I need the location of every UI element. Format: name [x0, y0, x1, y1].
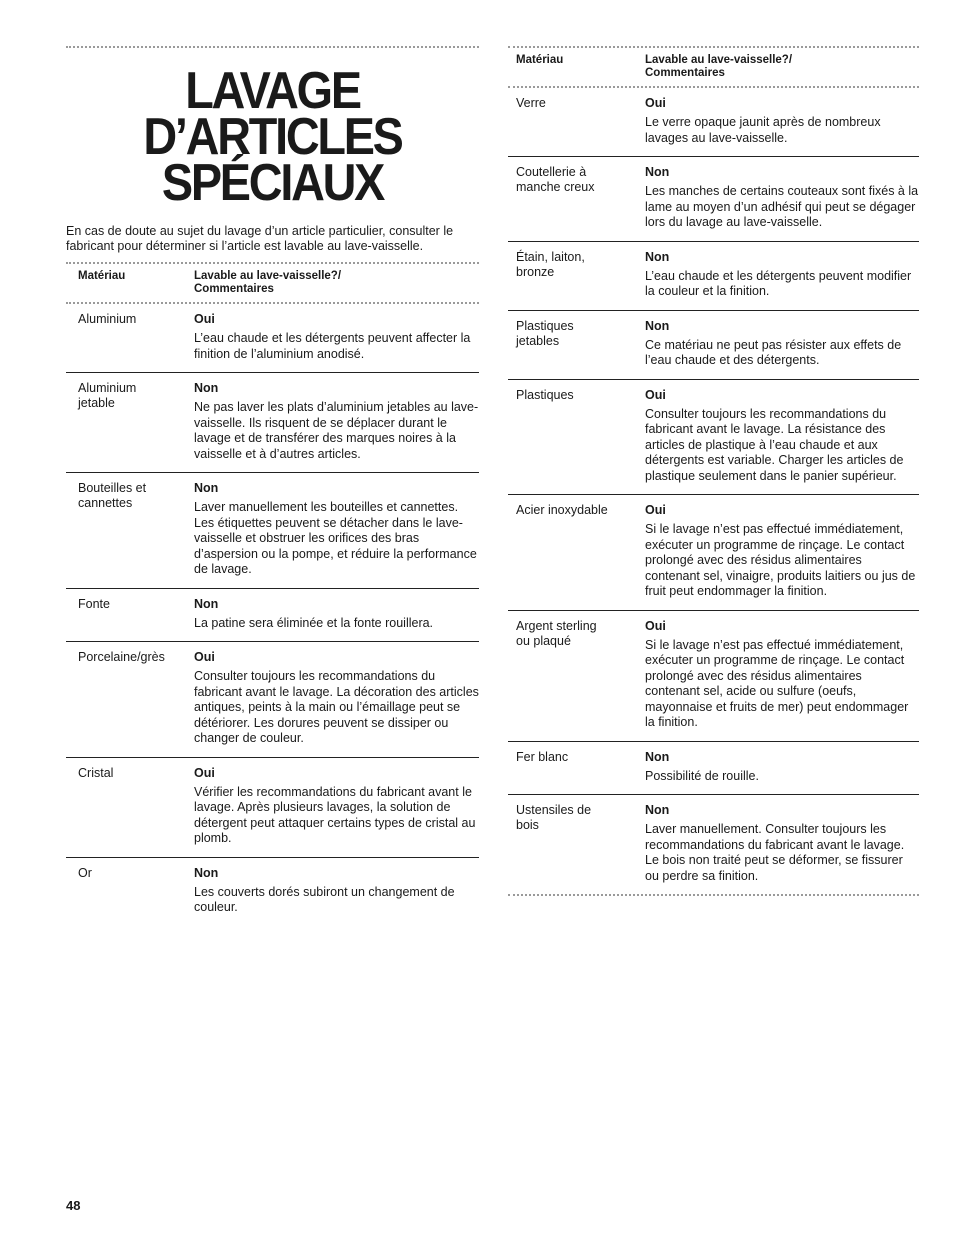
washable-cell: [194, 650, 479, 747]
right-table: [508, 88, 919, 894]
comment-text: Les couverts dorés subiront un changement de couleur.: [194, 884, 455, 914]
comment-text: L’eau chaude et les détergents peuvent affecter la finition de l’aluminium anodisé.: [194, 331, 471, 361]
comment-text: Ce matériau ne peut pas résister aux effets de l’eau chaude et des détergents.: [645, 337, 902, 367]
comment-text: Laver manuellement les bouteilles et cannettes. Les étiquettes peuvent se détacher dans le lave-vaisselle et obstruer les orifices des bras d’aspersion ou la pompe, et réduire la performance de lavage.: [194, 500, 477, 576]
washable-answer: Oui: [645, 96, 666, 110]
material-cell: Verre: [516, 96, 546, 110]
header-material: Matériau: [516, 54, 564, 66]
material-cell: Acier inoxydable: [516, 503, 608, 517]
washable-answer: Non: [645, 165, 670, 179]
material-cell: Coutellerie à manche creux: [516, 165, 595, 194]
washable-cell: [645, 750, 919, 785]
comment-text: Si le lavage n’est pas effectué immédiatement, exécuter un programme de rinçage. Le contact prolongé avec des résidus alimentaires contenant sel, vinaigre, produits laitiers ou jus de fruit peut endommager la finition.: [645, 522, 916, 598]
washable-cell: [645, 250, 919, 300]
title-line-1: LAVAGE D’ARTICLES: [143, 62, 402, 166]
table-row: [508, 88, 919, 156]
material-cell: Argent sterling ou plaqué: [516, 618, 597, 648]
table-row: [66, 472, 479, 588]
material-cell: Cristal: [78, 765, 114, 780]
right-column: [508, 46, 919, 896]
washable-answer: Oui: [645, 503, 666, 517]
washable-answer: Non: [645, 803, 670, 817]
comment-text: Ne pas laver les plats d’aluminium jetables au lave-vaisselle. Ils risquent de se déplacer durant le lavage et de transférer des marques noires à la vaisselle et à d’autres articles.: [194, 400, 479, 461]
washable-cell: [194, 766, 479, 847]
table-row: [508, 610, 919, 741]
header-washable-line-2: Commentaires: [194, 283, 274, 295]
material-cell: Ustensiles de bois: [516, 803, 592, 832]
left-table: [66, 304, 479, 926]
left-column: [66, 46, 479, 926]
right-table-header: [508, 48, 919, 86]
header-washable: [194, 270, 479, 296]
washable-cell: [194, 481, 479, 578]
comment-text: Les manches de certains couteaux sont fixés à la lame au moyen d’un adhésif qui peut se dégager lors du lavage au lave-vaisselle.: [645, 184, 919, 229]
washable-answer: Non: [194, 865, 219, 880]
comment-text: Consulter toujours les recommandations du fabricant avant le lavage. La décoration des articles antiques, peints à la main ou l’émaillage peut se détériorer. Les dorures peuvent se dissiper ou changer de couleur.: [194, 669, 479, 745]
page-number: 48: [66, 1198, 81, 1213]
material-cell: Aluminium: [78, 312, 137, 326]
page-title: [87, 62, 459, 212]
table-row: [508, 494, 919, 610]
washable-cell: [194, 312, 479, 362]
comment-text: Si le lavage n’est pas effectué immédiatement, exécuter un programme de rinçage. Le contact prolongé avec des résidus alimentaires contenant sel, acide ou sulfure (oeufs, mayonnaise et fruits de mer) peut endommager la finition.: [645, 637, 909, 729]
table-row: [508, 379, 919, 495]
material-cell: Bouteilles et cannettes: [78, 481, 147, 510]
material-cell: Or: [78, 865, 92, 880]
washable-answer: Non: [194, 381, 219, 395]
comment-text: Possibilité de rouille.: [645, 768, 759, 783]
material-cell: Aluminium jetable: [78, 381, 137, 410]
washable-cell: [194, 381, 479, 462]
comment-text: Laver manuellement. Consulter toujours les recommandations du fabricant avant le lavage. Le bois non traité peut se déformer, se fissurer ou perdre sa finition.: [645, 822, 905, 883]
washable-cell: [645, 619, 919, 731]
washable-answer: Non: [645, 749, 670, 764]
table-row: [66, 588, 479, 642]
title-line-2: SPÉCIAUX: [161, 154, 384, 212]
header-washable-line-1: Lavable au lave-vaisselle?/: [194, 270, 342, 282]
washable-answer: Oui: [194, 312, 215, 326]
washable-cell: [645, 503, 919, 600]
comment-text: Le verre opaque jaunit après de nombreux lavages au lave-vaisselle.: [645, 115, 881, 145]
washable-cell: [645, 96, 919, 146]
material-cell: Plastiques jetables: [516, 318, 574, 348]
washable-cell: [645, 319, 919, 369]
intro-paragraph: En cas de doute au sujet du lavage d’un article particulier, consulter le fabricant pour déterminer si l’article est lavable au lave-vaisselle.: [66, 224, 454, 253]
table-row: [508, 794, 919, 894]
table-row: [66, 857, 479, 926]
washable-answer: Oui: [194, 650, 215, 664]
washable-answer: Oui: [194, 765, 215, 780]
washable-cell: [645, 803, 919, 884]
table-row: [66, 372, 479, 472]
right-bottom-divider: [508, 894, 919, 896]
comment-text: Vérifier les recommandations du fabricant avant le lavage. Après plusieurs lavages, la solution de détergent peut attaquer certains types de cristal au plomb.: [194, 784, 476, 845]
header-material: Matériau: [78, 270, 126, 282]
material-cell: Porcelaine/grès: [78, 650, 165, 664]
header-washable-line-2: Commentaires: [645, 67, 725, 79]
table-row: [508, 241, 919, 310]
washable-cell: [645, 165, 919, 231]
top-divider: [66, 46, 479, 48]
table-row: [508, 310, 919, 379]
table-row: [66, 641, 479, 757]
washable-answer: Oui: [645, 618, 666, 633]
table-row: [66, 304, 479, 372]
washable-answer: Non: [645, 249, 670, 264]
washable-cell: [645, 388, 919, 485]
table-row: [508, 741, 919, 795]
washable-answer: Non: [194, 596, 219, 611]
comment-text: L’eau chaude et les détergents peuvent modifier la couleur et la finition.: [645, 268, 912, 298]
header-washable: [645, 54, 919, 80]
washable-answer: Oui: [645, 387, 666, 402]
washable-cell: [194, 866, 479, 916]
comment-text: La patine sera éliminée et la fonte rouillera.: [194, 615, 434, 630]
material-cell: Étain, laiton, bronze: [516, 249, 585, 279]
table-row: [66, 757, 479, 857]
table-header: [66, 264, 479, 302]
washable-answer: Non: [645, 318, 670, 333]
comment-text: Consulter toujours les recommandations du fabricant avant le lavage. La résistance des articles de plastique à l’eau chaude et aux détergents est variable. Charger les articles de plastique seulement dans le panier supérieur.: [645, 406, 904, 483]
material-cell: Fer blanc: [516, 749, 569, 764]
header-washable-line-1: Lavable au lave-vaisselle?/: [645, 54, 793, 66]
table-row: [508, 156, 919, 241]
material-cell: Plastiques: [516, 387, 574, 402]
material-cell: Fonte: [78, 596, 110, 611]
washable-answer: Non: [194, 481, 219, 495]
washable-cell: [194, 597, 479, 632]
